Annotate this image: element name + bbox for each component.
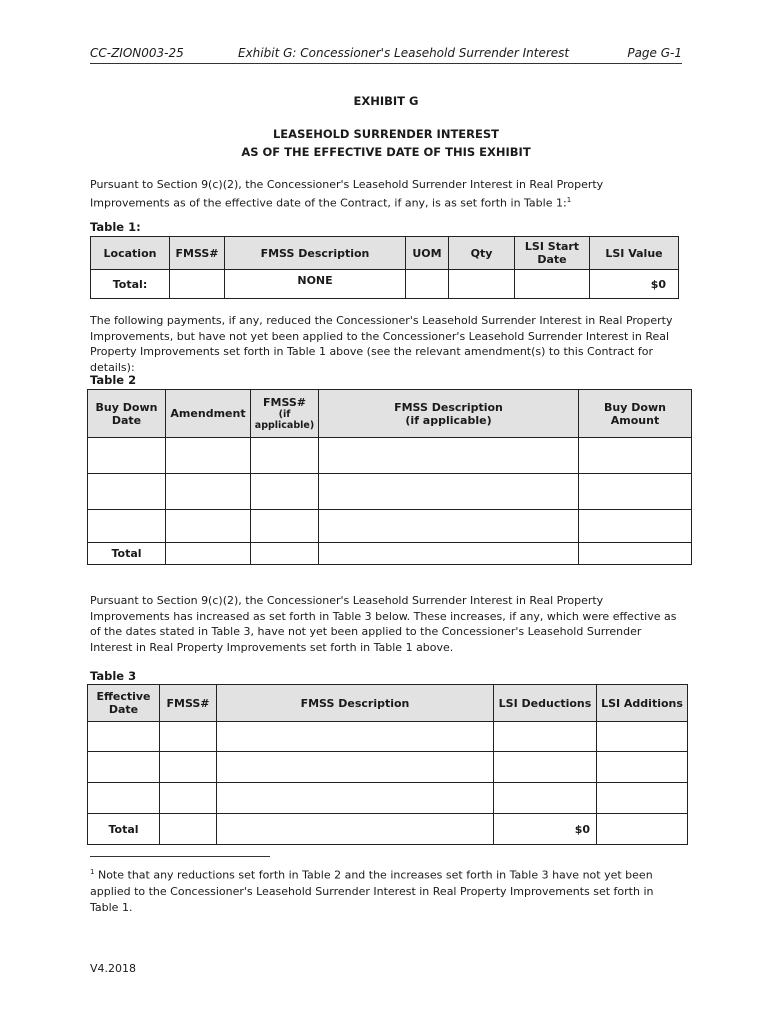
- footnote-ref: 1: [566, 195, 572, 204]
- contract-id: CC-ZION003-25: [90, 46, 184, 60]
- subtitle-line-1: LEASEHOLD SURRENDER INTEREST: [272, 127, 499, 141]
- table-1: [90, 236, 679, 299]
- table-cell: [160, 752, 217, 783]
- table-row: [88, 474, 692, 510]
- page-number: Page G-1: [627, 46, 682, 60]
- table-cell: [160, 814, 217, 845]
- table-cell: [597, 722, 688, 752]
- table-cell: [597, 752, 688, 783]
- table-cell: [160, 783, 217, 814]
- exhibit-title: EXHIBIT G: [353, 94, 419, 108]
- table3-header-additions: LSI Additions: [597, 685, 688, 722]
- table2-header-row: [88, 390, 692, 438]
- table2-total-row: [88, 543, 692, 565]
- table-row: [88, 752, 688, 783]
- table1-description-value: NONE: [225, 270, 406, 299]
- table2-header-amendment: Amendment: [166, 390, 251, 438]
- table-cell: [166, 543, 251, 565]
- table-cell: [217, 752, 494, 783]
- table2-header-description-label: FMSS Description: [394, 400, 503, 414]
- table2-header-description: [319, 390, 579, 438]
- table-cell: [88, 438, 166, 474]
- intro-text: Pursuant to Section 9(c)(2), the Concessioner's Leasehold Surrender Interest in Real Property Improvements as of the effective date of the Contract, if any, is as set forth in Table 1:: [90, 178, 604, 210]
- table2-header-buydown-date: Buy Down Date: [88, 390, 166, 438]
- footnote: [90, 864, 682, 916]
- table-cell: [88, 510, 166, 543]
- table2-header-fmss: [251, 390, 319, 438]
- table-cell: [319, 543, 579, 565]
- table-cell: [579, 474, 692, 510]
- table2-label: Table 2: [90, 373, 137, 387]
- table3-header-row: [88, 685, 688, 722]
- header-title: Exhibit G: Concessioner's Leasehold Surrender Interest: [238, 46, 570, 60]
- table1-total-label: Total:: [91, 270, 170, 299]
- table1-header-fmss: FMSS#: [170, 237, 225, 270]
- table3-header-fmss: FMSS#: [160, 685, 217, 722]
- table3-header-effective-date: Effective Date: [88, 685, 160, 722]
- intro-paragraph: [90, 177, 682, 211]
- table3-header-description: FMSS Description: [217, 685, 494, 722]
- table-2: [87, 389, 692, 565]
- table3-total-label: Total: [88, 814, 160, 845]
- footnote-text: Note that any reductions set forth in Table 2 and the increases set forth in Table 3 have not yet been applied to the Concessioner's Leasehold Surrender Interest in Real Property Improvements set forth in Table 1.: [90, 868, 654, 914]
- table2-header-amount: Buy Down Amount: [579, 390, 692, 438]
- table-cell: [515, 270, 590, 299]
- table-cell: [217, 814, 494, 845]
- table-row: [88, 722, 688, 752]
- table1-header-lsi-value: LSI Value: [590, 237, 679, 270]
- table-3: [87, 684, 688, 845]
- table-cell: [251, 438, 319, 474]
- table1-header-row: [91, 237, 679, 270]
- table-cell: [597, 814, 688, 845]
- table-cell: [160, 722, 217, 752]
- table-cell: [217, 722, 494, 752]
- table-cell: [166, 510, 251, 543]
- table-cell: [406, 270, 449, 299]
- table-cell: [251, 510, 319, 543]
- paragraph-2: The following payments, if any, reduced the Concessioner's Leasehold Surrender Interest in Real Property Improvements, but have not yet been applied to the Concessioner's Leasehold Surrender Interest in Real Property Improvements set forth in Table 1 above (see the relevant amendment(s) to this Contract for details):: [90, 314, 673, 374]
- table1-total-value: $0: [590, 270, 679, 299]
- table-cell: [494, 783, 597, 814]
- table3-header-deductions: LSI Deductions: [494, 685, 597, 722]
- table2-total-label: Total: [88, 543, 166, 565]
- table3-total-row: [88, 814, 688, 845]
- table-cell: [579, 543, 692, 565]
- table1-header-location: Location: [91, 237, 170, 270]
- table-cell: [88, 752, 160, 783]
- table-row: [88, 438, 692, 474]
- subtitle-line-2: AS OF THE EFFECTIVE DATE OF THIS EXHIBIT: [241, 145, 531, 159]
- table2-header-fmss-note: (if applicable): [254, 409, 315, 431]
- table2-header-description-note: (if applicable): [405, 413, 492, 427]
- table3-label: Table 3: [90, 669, 137, 683]
- version-label: V4.2018: [90, 962, 137, 975]
- paragraph-3: Pursuant to Section 9(c)(2), the Concessioner's Leasehold Surrender Interest in Real Property Improvements has increased as set forth in Table 3 below. These increases, if any, which were effective as of the dates stated in Table 3, have not yet been applied to the Concessioner's Leasehold Surrender Interest in Real Property Improvements set forth in Table 1 above.: [90, 594, 677, 654]
- table-cell: [319, 438, 579, 474]
- table-cell: [217, 783, 494, 814]
- table3-deductions-total: $0: [494, 814, 597, 845]
- table-cell: [579, 438, 692, 474]
- table1-label: Table 1:: [90, 220, 141, 234]
- table-cell: [166, 438, 251, 474]
- table1-total-row: [91, 270, 679, 299]
- table-cell: [251, 474, 319, 510]
- table-cell: [88, 783, 160, 814]
- table-cell: [251, 543, 319, 565]
- table-cell: [166, 474, 251, 510]
- table2-header-fmss-label: FMSS#: [262, 396, 307, 409]
- table-row: [88, 510, 692, 543]
- table-cell: [319, 474, 579, 510]
- table-cell: [88, 722, 160, 752]
- table1-header-uom: UOM: [406, 237, 449, 270]
- table-cell: [579, 510, 692, 543]
- table-cell: [88, 474, 166, 510]
- table-row: [88, 783, 688, 814]
- footnote-mark: 1: [90, 868, 95, 876]
- table1-header-qty: Qty: [449, 237, 515, 270]
- table-cell: [597, 783, 688, 814]
- table-cell: [494, 722, 597, 752]
- table1-header-description: FMSS Description: [225, 237, 406, 270]
- table-cell: [494, 752, 597, 783]
- table-cell: [170, 270, 225, 299]
- page-header: [90, 45, 682, 64]
- table-cell: [319, 510, 579, 543]
- footnote-divider: [90, 856, 270, 857]
- table1-header-lsi-start: LSI Start Date: [515, 237, 590, 270]
- table-cell: [449, 270, 515, 299]
